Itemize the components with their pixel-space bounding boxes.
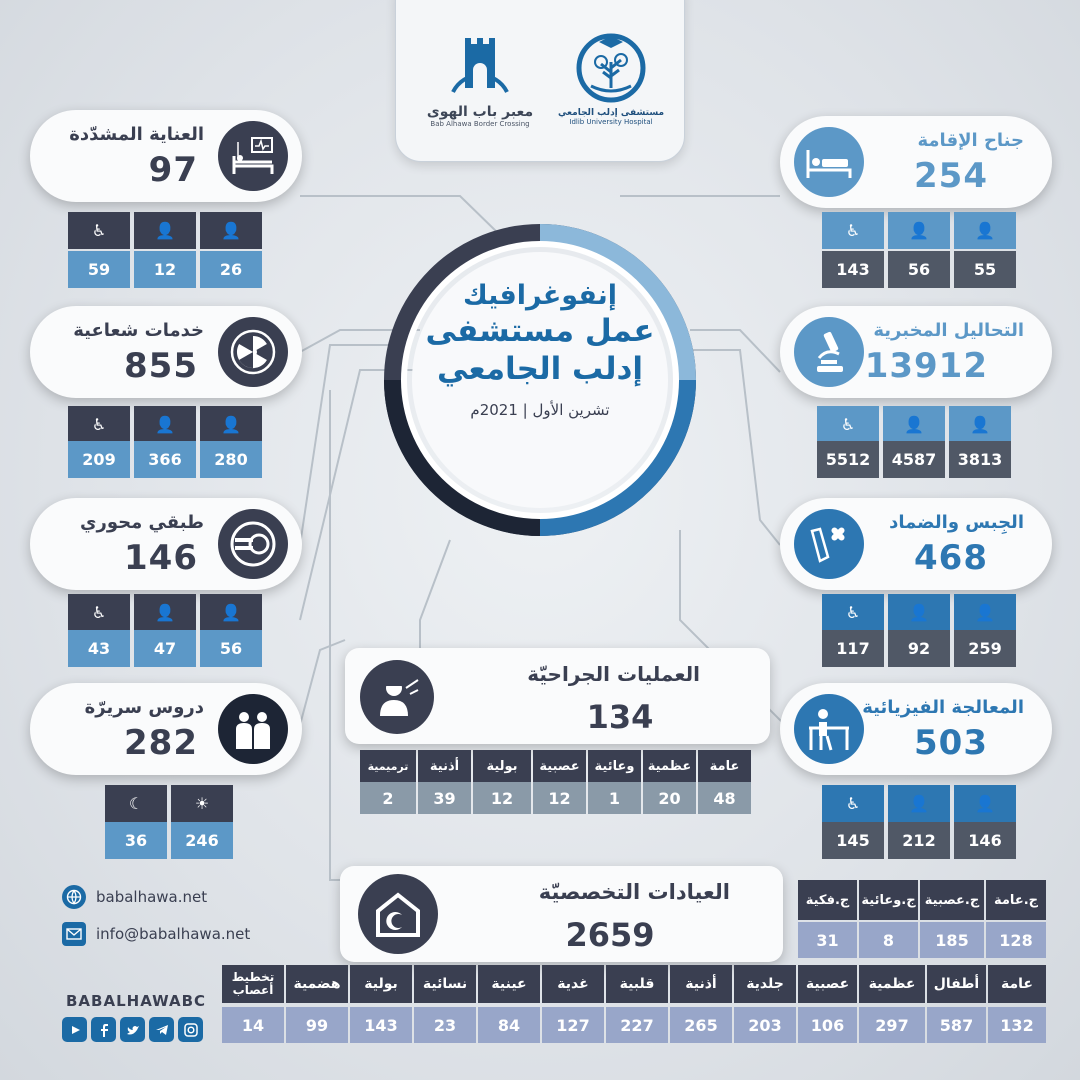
card-physiotherapy — [780, 683, 1052, 775]
card-title: الجِبس والضماد — [889, 512, 1024, 533]
clinic-header: نسائية — [414, 965, 476, 1003]
clinic-value-cell: 227 — [606, 1007, 668, 1043]
surgery-value-cell: 12 — [533, 782, 586, 814]
clinic-header: جلدية — [734, 965, 796, 1003]
clinic-header: أطفال — [927, 965, 986, 1003]
telegram-icon[interactable] — [149, 1017, 174, 1042]
social-links — [62, 1017, 203, 1042]
women-count: 212 — [888, 822, 950, 859]
twitter-icon[interactable] — [120, 1017, 145, 1042]
card-value: 146 — [124, 538, 198, 578]
women-count: 47 — [134, 630, 196, 667]
hospital-logo — [556, 28, 666, 126]
surgery-header: عامة — [698, 750, 751, 782]
hospital-name-en: Idlib University Hospital — [569, 118, 653, 126]
woman-icon: 👤 — [134, 212, 196, 249]
center-date: تشرين الأول | 2021م — [470, 401, 610, 419]
men-count: 146 — [954, 822, 1016, 859]
surgery-header: بولية — [473, 750, 531, 782]
card-value: 13912 — [864, 346, 988, 386]
clinic-sub-value: 128 — [986, 922, 1046, 958]
hospital-emblem-icon — [569, 28, 653, 104]
clinic-sub-value: 31 — [798, 922, 857, 958]
child-icon: ♿ — [68, 406, 130, 443]
women-count: 366 — [134, 441, 196, 478]
surgery-header: وعائية — [588, 750, 641, 782]
card-title: خدمات شعاعية — [73, 320, 204, 341]
clinic-value-cell: 265 — [670, 1007, 732, 1043]
card-title: طبقي محوري — [80, 512, 204, 533]
card-ct — [30, 498, 302, 590]
card-title: التحاليل المخبرية — [873, 320, 1024, 341]
brand-handle: BABALHAWABC — [66, 992, 207, 1010]
man-icon: 👤 — [954, 594, 1016, 631]
clinic-header: عامة — [988, 965, 1046, 1003]
clinic-header: أذنية — [670, 965, 732, 1003]
man-icon: 👤 — [949, 406, 1011, 443]
clinic-value-cell: 127 — [542, 1007, 604, 1043]
center-line-1: إنفوغرافيك — [462, 280, 618, 311]
clinic-value-cell: 106 — [798, 1007, 857, 1043]
clinic-header: عينية — [478, 965, 540, 1003]
women-count: 4587 — [883, 441, 945, 478]
clinic-sub-header: ج.عصبية — [920, 880, 984, 920]
card-value: 282 — [124, 723, 198, 763]
man-icon: 👤 — [954, 785, 1016, 822]
clinic-header: بولية — [350, 965, 412, 1003]
email-link[interactable] — [62, 922, 250, 946]
man-icon: 👤 — [200, 594, 262, 631]
card-title: جناح الإقامة — [917, 130, 1024, 151]
surgery-value-cell: 2 — [360, 782, 416, 814]
cast-bandage-icon — [794, 509, 864, 579]
men-count: 56 — [200, 630, 262, 667]
woman-icon: 👤 — [134, 406, 196, 443]
woman-icon: 👤 — [134, 594, 196, 631]
moon-icon: ☾ — [105, 785, 167, 822]
card-cast — [780, 498, 1052, 590]
instagram-icon[interactable] — [178, 1017, 203, 1042]
clinics-value: 2659 — [565, 916, 655, 954]
women-count: 92 — [888, 630, 950, 667]
children-count: 143 — [822, 251, 884, 288]
card-radiology — [30, 306, 302, 398]
man-icon: 👤 — [954, 212, 1016, 249]
clinic-house-icon — [358, 874, 438, 954]
men-count: 3813 — [949, 441, 1011, 478]
women-count: 12 — [134, 251, 196, 288]
icu-bed-icon — [218, 121, 288, 191]
card-value: 468 — [914, 538, 988, 578]
man-icon: 👤 — [200, 406, 262, 443]
hospital-name-ar: مستشفى إدلب الجامعي — [557, 108, 665, 118]
clinic-value-cell: 23 — [414, 1007, 476, 1043]
card-title: دروس سريرّة — [84, 697, 204, 718]
center-line-2: عمل مستشفى — [425, 313, 655, 349]
crossing-logo — [425, 30, 535, 128]
clinic-value-cell: 84 — [478, 1007, 540, 1043]
sun-icon: ☀ — [171, 785, 233, 822]
card-clinical-lessons — [30, 683, 302, 775]
clinic-header: هضمية — [286, 965, 348, 1003]
email-icon — [62, 922, 86, 946]
woman-icon: 👤 — [888, 594, 950, 631]
surgery-header: عظمية — [643, 750, 696, 782]
children-count: 117 — [822, 630, 884, 667]
clinic-header: غدية — [542, 965, 604, 1003]
clinic-value-cell: 143 — [350, 1007, 412, 1043]
clinic-sub-header: ج.وعائية — [859, 880, 918, 920]
children-count: 5512 — [817, 441, 879, 478]
children-count: 145 — [822, 822, 884, 859]
facebook-icon[interactable] — [91, 1017, 116, 1042]
card-value: 503 — [914, 723, 988, 763]
card-value: 855 — [124, 346, 198, 386]
bed-icon — [794, 127, 864, 197]
clinic-header: تخطيط أعصاب — [222, 965, 284, 1003]
clinic-header: قلبية — [606, 965, 668, 1003]
woman-icon: 👤 — [888, 212, 950, 249]
men-count: 259 — [954, 630, 1016, 667]
globe-icon — [62, 885, 86, 909]
card-value: 97 — [148, 150, 198, 190]
clinic-value-cell: 14 — [222, 1007, 284, 1043]
clinic-sub-value: 8 — [859, 922, 918, 958]
email-text: info@babalhawa.net — [96, 925, 251, 943]
surgery-value-cell: 48 — [698, 782, 751, 814]
surgery-value-cell: 39 — [418, 782, 471, 814]
surgery-value-cell: 1 — [588, 782, 641, 814]
child-icon: ♿ — [68, 212, 130, 249]
clinic-value-cell: 99 — [286, 1007, 348, 1043]
clinic-header: عصبية — [798, 965, 857, 1003]
ct-scanner-icon — [218, 509, 288, 579]
clinic-sub-header: ج.فكية — [798, 880, 857, 920]
surgeon-icon — [360, 660, 434, 734]
men-count: 280 — [200, 441, 262, 478]
card-value: 254 — [914, 156, 988, 196]
night-count: 36 — [105, 822, 167, 859]
surgery-value-cell: 20 — [643, 782, 696, 814]
surgery-header: عصبية — [533, 750, 586, 782]
card-title: العناية المشدّدة — [69, 124, 204, 145]
castle-logo-icon — [445, 30, 515, 98]
surgery-header: ترميمية — [360, 750, 416, 782]
physiotherapy-icon — [794, 694, 864, 764]
men-count: 26 — [200, 251, 262, 288]
man-icon: 👤 — [200, 212, 262, 249]
child-icon: ♿ — [822, 594, 884, 631]
child-icon: ♿ — [822, 785, 884, 822]
center-line-3: إدلب الجامعي — [436, 351, 644, 387]
crossing-name-ar: معبر باب الهوى — [426, 104, 534, 120]
card-title: المعالجة الفيزيائية — [862, 697, 1024, 718]
website-link[interactable] — [62, 885, 207, 909]
radiation-icon — [218, 317, 288, 387]
surgery-value: 134 — [586, 698, 654, 736]
crossing-name-en: Bab Alhawa Border Crossing — [430, 120, 530, 128]
children-count: 59 — [68, 251, 130, 288]
clinic-header: عظمية — [859, 965, 925, 1003]
child-icon: ♿ — [822, 212, 884, 249]
day-count: 246 — [171, 822, 233, 859]
youtube-icon[interactable] — [62, 1017, 87, 1042]
surgery-value-cell: 12 — [473, 782, 531, 814]
children-count: 43 — [68, 630, 130, 667]
surgery-header: أذنية — [418, 750, 471, 782]
child-icon: ♿ — [817, 406, 879, 443]
surgery-title: العمليات الجراحيّة — [527, 662, 700, 686]
clinic-value-cell: 587 — [927, 1007, 986, 1043]
clinic-value-cell: 297 — [859, 1007, 925, 1043]
clinics-title: العيادات التخصصيّة — [538, 880, 730, 904]
clinic-value-cell: 203 — [734, 1007, 796, 1043]
card-inpatient — [780, 116, 1052, 208]
clinic-sub-value: 185 — [920, 922, 984, 958]
microscope-icon — [794, 317, 864, 387]
website-text: babalhawa.net — [96, 888, 208, 906]
clinic-sub-header: ج.عامة — [986, 880, 1046, 920]
woman-icon: 👤 — [883, 406, 945, 443]
children-count: 209 — [68, 441, 130, 478]
men-count: 55 — [954, 251, 1016, 288]
center-title — [400, 280, 680, 419]
doctors-icon — [218, 694, 288, 764]
card-lab — [780, 306, 1052, 398]
child-icon: ♿ — [68, 594, 130, 631]
woman-icon: 👤 — [888, 785, 950, 822]
women-count: 56 — [888, 251, 950, 288]
clinic-value-cell: 132 — [988, 1007, 1046, 1043]
card-icu — [30, 110, 302, 202]
